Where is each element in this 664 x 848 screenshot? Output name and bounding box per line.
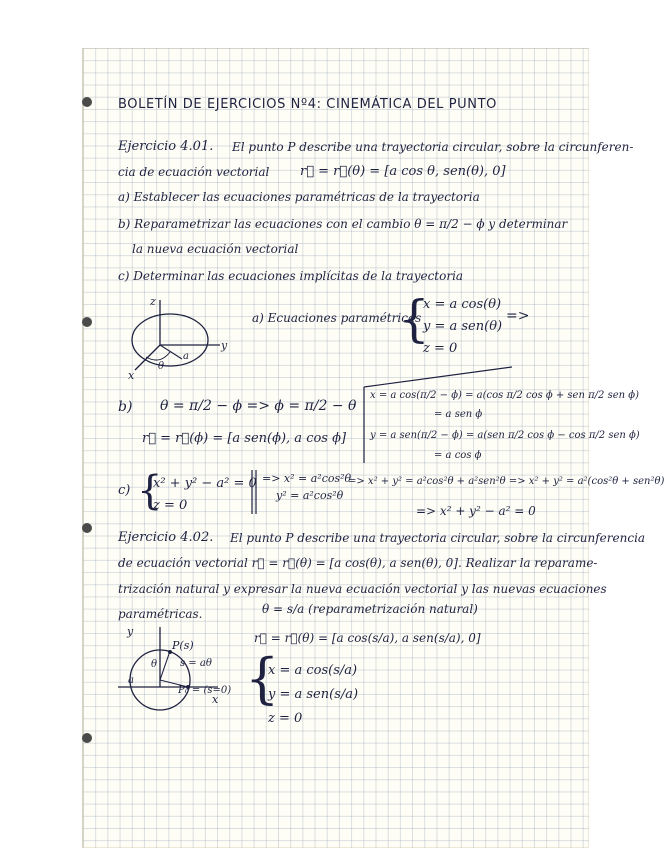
param-eq-y: y = a sen(θ)	[423, 319, 503, 334]
exercise-2-statement-l1: El punto P describe una trayectoria circular, sobre la circunferencia	[230, 531, 646, 545]
angle-theta-label: θ	[151, 659, 158, 670]
implicit-eq-1: x² + y² − a² = 0	[153, 476, 257, 491]
binder-hole	[82, 97, 92, 107]
page-title: BOLETÍN DE EJERCICIOS Nº4: CINEMÁTICA DEL PUNTO	[118, 97, 497, 112]
solution-c-work-l2: y² = a²cos²θ	[276, 489, 344, 502]
exercise-2-heading: Ejercicio 4.02.	[118, 530, 214, 545]
exercise-1-statement-l1: El punto P describe una trayectoria circular, sobre la circunferen-	[232, 140, 634, 154]
axis-z-label: z	[150, 295, 156, 308]
axis-x-label: x	[128, 369, 135, 382]
param-eq-x: x = a cos(θ)	[423, 297, 502, 312]
solution-a-label: a) Ecuaciones paramétricas	[252, 311, 422, 325]
exercise-2-vector: r⃗ = r⃗(θ) = [a cos(s/a), a sen(s/a), 0]	[254, 631, 481, 645]
solution-b-vector: r⃗ = r⃗(ϕ) = [a sen(ϕ), a cos ϕ]	[142, 431, 347, 446]
solution-c-work-l3: => x² + y² = a²cos²θ + a²sen²θ => x² + y² = a²(cos²θ + sen²θ)	[348, 476, 664, 487]
point-p-label: P(s)	[172, 639, 194, 652]
axis-y-label: y	[127, 625, 134, 638]
axis-y-label: y	[221, 339, 228, 352]
point-p0-label: P₀ = (s=0)	[178, 685, 232, 696]
exercise-1-item-a: a) Establecer las ecuaciones paramétricas de la trayectoria	[118, 190, 480, 204]
divider-lines	[250, 470, 260, 514]
solution-b-box-l1: x = a cos(π/2 − ϕ) = a(cos π/2 cos ϕ + sen π/2 sen ϕ)	[370, 390, 639, 401]
implies-arrow: =>	[506, 308, 530, 324]
param2-eq-x: x = a cos(s/a)	[268, 663, 358, 678]
exercise-1-statement-l2: cia de ecuación vectorial	[118, 165, 270, 179]
exercise-1-item-b-l1: b) Reparametrizar las ecuaciones con el cambio θ = π/2 − ϕ y determinar	[118, 217, 568, 231]
solution-b-box-l2: = a sen ϕ	[434, 409, 483, 420]
exercise-1-heading: Ejercicio 4.01.	[118, 139, 214, 154]
binder-hole	[82, 733, 92, 743]
solution-c-work-l4: => x² + y² − a² = 0	[416, 504, 536, 518]
solution-c-label: c)	[118, 483, 131, 498]
param2-eq-z: z = 0	[268, 711, 303, 726]
param2-eq-y: y = a sen(s/a)	[268, 687, 359, 702]
arc-length-label: s = aθ	[180, 658, 212, 669]
radius-a-label: a	[183, 351, 189, 362]
solution-b-box-l4: = a cos ϕ	[434, 450, 482, 461]
param-eq-z: z = 0	[423, 341, 458, 356]
radius-a-label: a	[128, 675, 134, 686]
exercise-2-statement-l4: paramétricas.	[118, 607, 203, 621]
exercise-2-statement-l2: de ecuación vectorial r⃗ = r⃗(θ) = [a cos(θ), a sen(θ), 0]. Realizar la reparame-	[118, 556, 598, 570]
solution-b-label: b)	[118, 399, 133, 415]
binder-hole	[82, 523, 92, 533]
axis-x-label: x	[212, 693, 219, 706]
solution-b-box-l3: y = a sen(π/2 − ϕ) = a(sen π/2 cos ϕ − cos π/2 sen ϕ)	[370, 430, 640, 441]
natural-reparametrization: θ = s/a (reparametrización natural)	[262, 602, 478, 616]
exercise-1-item-c: c) Determinar las ecuaciones implícitas de la trayectoria	[118, 269, 464, 283]
exercise-2-statement-l3: trización natural y expresar la nueva ecuación vectorial y las nuevas ecuaciones	[118, 582, 607, 596]
implicit-eq-2: z = 0	[153, 498, 188, 513]
solution-b-equation: θ = π/2 − ϕ => ϕ = π/2 − θ	[160, 398, 357, 414]
brace-left: {	[245, 647, 280, 710]
brace-left: {	[137, 468, 163, 514]
circle-3d-diagram	[120, 295, 230, 385]
brace-left: {	[398, 290, 430, 348]
solution-c-work-l1: => x² = a²cos²θ	[262, 472, 352, 485]
binder-hole	[82, 317, 92, 327]
angle-theta-label: θ	[158, 361, 165, 372]
exercise-1-vector-equation: r⃗ = r⃗(θ) = [a cos θ, sen(θ), 0]	[300, 164, 506, 179]
exercise-1-item-b-l2: la nueva ecuación vectorial	[132, 242, 299, 256]
